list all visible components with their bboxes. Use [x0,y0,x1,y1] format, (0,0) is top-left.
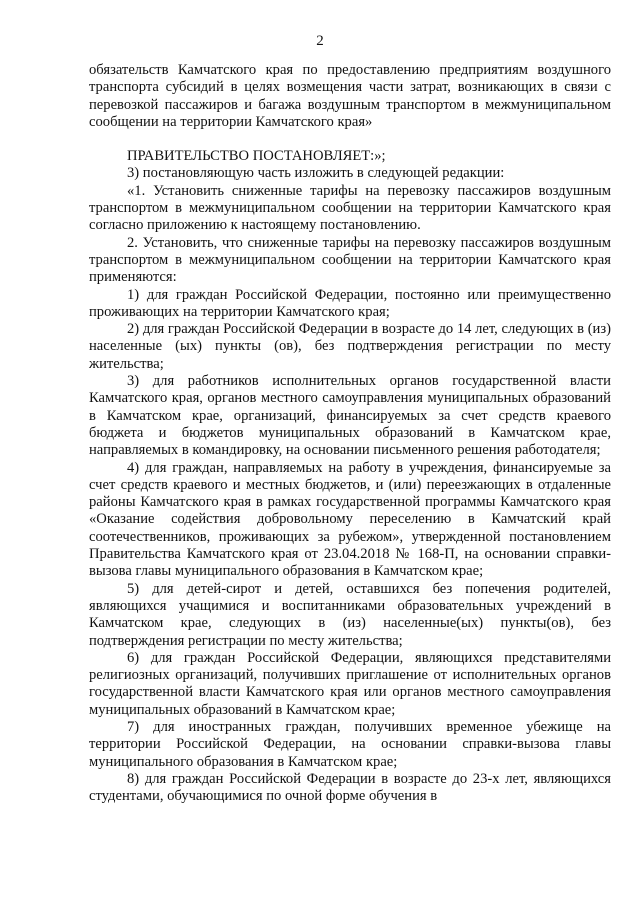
document-body [89,62,611,805]
paragraph-subitem-3: 3) для работников исполнительных органов государственной власти Камчатского края, органов местного самоуправления муниципальных образований в Камчатском крае, организаций, финансируемых за счет средств краевого бюджета и бюджетов муниципальных образований в Камчатском крае, направляемых в командировку, на основании письменного решения работодателя; [89,373,611,459]
paragraph-subitem-5: 5) для детей-сирот и детей, оставшихся без попечения родителей, являющихся учащимися и воспитанниками образовательных учреждений в Камчатском крае, следующих в (из) населенные(ых) пункты(ов), без подтверждения регистрации по месту жительства; [89,580,611,649]
page-number: 2 [316,33,324,49]
paragraph-government-resolves: ПРАВИТЕЛЬСТВО ПОСТАНОВЛЯЕТ:»; [127,148,386,165]
paragraph-subitem-7: 7) для иностранных граждан, получивших временное убежище на территории Российской Федерации, на основании справки-вызова главы муниципального образования в Камчатском крае; [89,718,611,770]
paragraph-subitem-1: 1) для граждан Российской Федерации, постоянно или преимущественно проживающих на территории Камчатского края; [89,286,611,320]
paragraph-item-3: 3) постановляющую часть изложить в следующей редакции: [127,165,505,182]
paragraph-subitem-4: 4) для граждан, направляемых на работу в учреждения, финансируемые за счет средств краевого и местных бюджетов, и (или) переезжающих в отдаленные районы Камчатского края в рамках государственной программы Камчатского края «Оказание содействия добровольному переселению в Камчатский край соотечественников, проживающих за рубежом», утвержденной постановлением Правительства Камчатского края от 23.04.2018 № 168-П, на основании справки-вызова главы муниципального образования в Камчатском крае; [89,459,611,580]
paragraph-subitem-8: 8) для граждан Российской Федерации в возрасте до 23-х лет, являющихся студентами, обучающимися по очной форме обучения в [89,770,611,805]
paragraph-subitem-2: 2) для граждан Российской Федерации в возрасте до 14 лет, следующих в (из) населенные (ых) пункты (ов), без подтверждения регистрации по месту жительства; [89,321,611,372]
paragraph-clause-2: 2. Установить, что сниженные тарифы на перевозку пассажиров воздушным транспортом в межмуниципальном сообщении на территории Камчатского края применяются: [89,234,611,286]
paragraph-intro-continuation: обязательств Камчатского края по предоставлению предприятиям воздушного транспорта субсидий в целях возмещения части затрат, возникающих в связи с перевозкой пассажиров и багажа воздушным транспортом в межмуниципальном сообщении на территории Камчатского края» [89,62,611,130]
paragraph-subitem-6: 6) для граждан Российской Федерации, являющихся представителями религиозных организаций, получивших приглашение от исполнительных органов государственной власти Камчатского края или органов местного самоуправления муниципальных образований в Камчатском крае; [89,649,611,718]
paragraph-clause-1: «1. Установить сниженные тарифы на перевозку пассажиров воздушным транспортом в межмуниципальном сообщении на территории Камчатского края согласно приложению к настоящему постановлению. [89,182,611,234]
